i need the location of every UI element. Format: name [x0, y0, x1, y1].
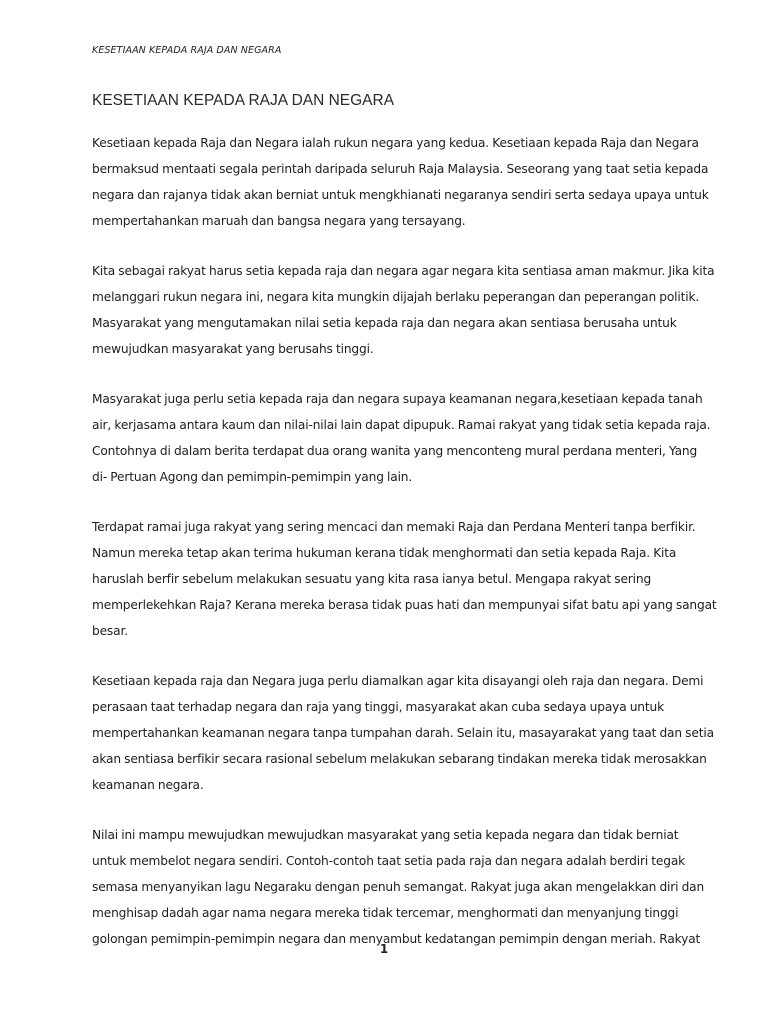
text-line: Kita sebagai rakyat harus setia kepada raja dan negara agar negara kita sentiasa aman makmur. Jika kita	[92, 264, 715, 278]
paragraph-5	[92, 668, 714, 798]
text-line: Masyarakat juga perlu setia kepada raja dan negara supaya keamanan negara,kesetiaan kepada tanah	[92, 392, 703, 406]
text-line: menghisap dadah agar nama negara mereka tidak tercemar, menghormati dan menyanjung tinggi	[92, 906, 679, 920]
paragraph-4	[92, 514, 717, 644]
text-line: keamanan negara.	[92, 778, 204, 792]
text-line: air, kerjasama antara kaum dan nilai-nilai lain dapat dipupuk. Ramai rakyat yang tidak setia kepada raja.	[92, 418, 711, 432]
text-line: Namun mereka tetap akan terima hukuman kerana tidak menghormati dan setia kepada Raja. Kita	[92, 546, 677, 560]
text-line: Nilai ini mampu mewujudkan mewujudkan masyarakat yang setia kepada negara dan tidak berniat	[92, 828, 679, 842]
text-line: mewujudkan masyarakat yang berusahs tinggi.	[92, 342, 374, 356]
document-title: KESETIAAN KEPADA RAJA DAN NEGARA	[92, 92, 395, 109]
text-line: haruslah berfir sebelum melakukan sesuatu yang kita rasa ianya betul. Mengapa rakyat sering	[92, 572, 652, 586]
text-line: mempertahankan keamanan negara tanpa tumpahan darah. Selain itu, masayarakat yang taat dan setia	[92, 726, 714, 740]
text-line: mempertahankan maruah dan bangsa negara yang tersayang.	[92, 214, 466, 228]
text-line: Masyarakat yang mengutamakan nilai setia kepada raja dan negara akan sentiasa berusaha untuk	[92, 316, 677, 330]
text-line: besar.	[92, 624, 128, 638]
text-line: melanggari rukun negara ini, negara kita mungkin dijajah berlaku peperangan dan peperangan politik.	[92, 290, 700, 304]
text-line: negara dan rajanya tidak akan berniat untuk mengkhianati negaranya sendiri serta sedaya upaya untuk	[92, 188, 709, 202]
paragraph-3	[92, 386, 711, 490]
paragraph-2	[92, 258, 715, 362]
running-header: KESETIAAN KEPADA RAJA DAN NEGARA	[92, 45, 282, 56]
paragraph-1	[92, 130, 709, 234]
text-line: bermaksud mentaati segala perintah daripada seluruh Raja Malaysia. Seseorang yang taat setia kepada	[92, 162, 709, 176]
paragraph-6	[92, 822, 705, 952]
document-body	[92, 130, 717, 976]
text-line: Kesetiaan kepada Raja dan Negara ialah rukun negara yang kedua. Kesetiaan kepada Raja dan Negara	[92, 136, 699, 150]
text-line: golongan pemimpin-pemimpin negara dan menyambut kedatangan pemimpin dengan meriah. Rakyat	[92, 932, 701, 946]
text-line: Kesetiaan kepada raja dan Negara juga perlu diamalkan agar kita disayangi oleh raja dan negara. Demi	[92, 674, 704, 688]
text-line: Contohnya di dalam berita terdapat dua orang wanita yang menconteng mural perdana menteri, Yang	[92, 444, 698, 458]
page-number: 1	[379, 942, 389, 956]
text-line: Terdapat ramai juga rakyat yang sering mencaci dan memaki Raja dan Perdana Menteri tanpa berfikir.	[92, 520, 696, 534]
text-line: semasa menyanyikan lagu Negaraku dengan penuh semangat. Rakyat juga akan mengelakkan diri dan	[92, 880, 705, 894]
text-line: perasaan taat terhadap negara dan raja yang tinggi, masyarakat akan cuba sedaya upaya untuk	[92, 700, 664, 714]
text-line: akan sentiasa berfikir secara rasional sebelum melakukan sebarang tindakan mereka tidak merosakkan	[92, 752, 707, 766]
text-line: untuk membelot negara sendiri. Contoh-contoh taat setia pada raja dan negara adalah berdiri tegak	[92, 854, 686, 868]
text-line: memperlekehkan Raja? Kerana mereka berasa tidak puas hati dan mempunyai sifat batu api yang sangat	[92, 598, 717, 612]
text-line: di- Pertuan Agong dan pemimpin-pemimpin yang lain.	[92, 470, 413, 484]
